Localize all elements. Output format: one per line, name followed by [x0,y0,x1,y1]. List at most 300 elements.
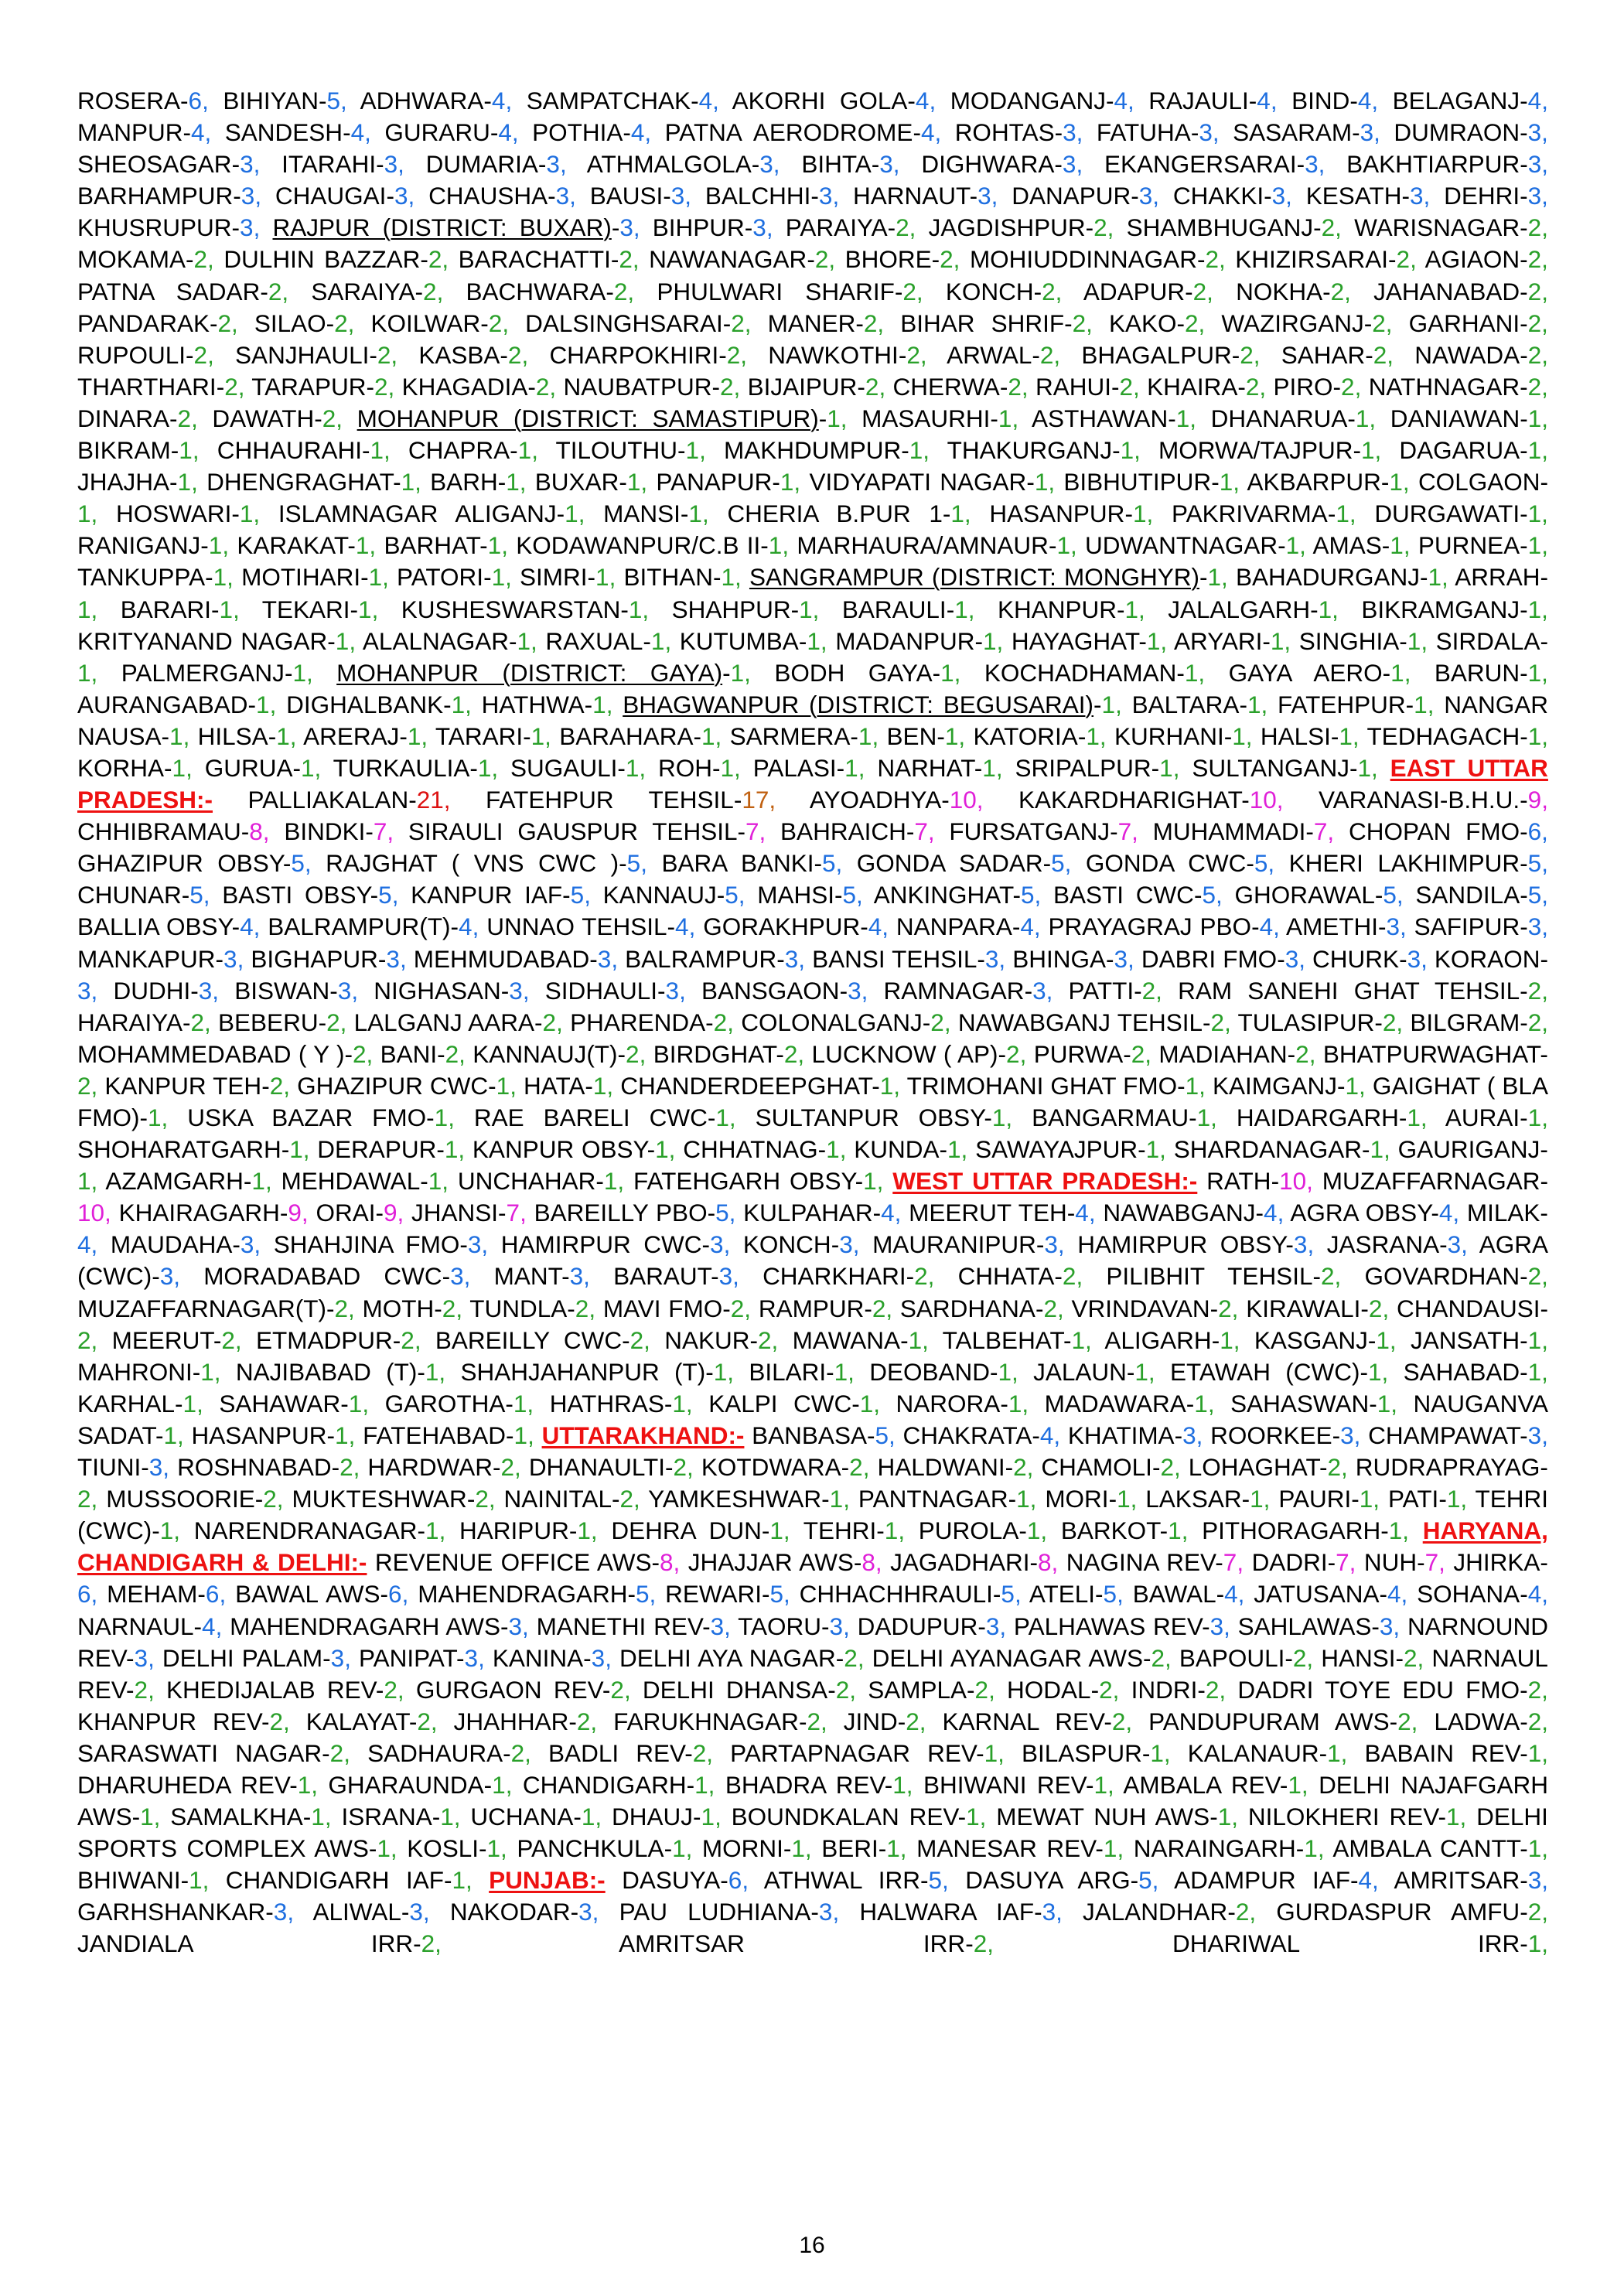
separator-dash: - [691,87,699,114]
separator-comma: , [1107,1770,1114,1799]
station-name: MADIAHAN [1158,1039,1288,1068]
station-value: 1 [183,1389,197,1418]
station-value: 2 [1205,1675,1220,1704]
station-name: PANIPAT [359,1643,457,1672]
separator-dash: - [855,309,864,337]
station-value: 1 [513,1389,527,1418]
station-value: 1 [966,1803,980,1831]
station-entry [1158,1040,1315,1068]
station-name: THARTHARI [77,372,217,401]
station-value: 5 [378,881,392,909]
station-value: 1 [487,531,502,560]
station-value: 1 [1407,1104,1421,1131]
station-entry [1276,1898,1548,1926]
station-entry [77,627,356,655]
separator-dash: - [1540,1167,1548,1196]
separator-dash: - [617,753,626,782]
separator-comma: , [1541,1866,1549,1895]
separator-dash: - [684,1738,693,1767]
station-value: 2 [1527,277,1542,305]
station-value: 3 [1386,913,1401,941]
separator-comma: , [1210,1104,1217,1131]
station-name: BARUN [1434,658,1520,687]
separator-dash: - [1353,436,1361,465]
separator-comma: , [387,817,394,846]
separator-dash: - [1438,1485,1447,1513]
separator-comma: , [1259,372,1267,401]
station-value: 1 [213,563,227,592]
station-entry [275,182,415,210]
separator-comma: , [304,849,312,878]
station-entry [281,1167,449,1195]
station-entry [170,1803,331,1830]
station-value: 3 [384,150,398,179]
station-name: BARAHARA [559,722,694,750]
station-name: PURWA [1033,1039,1124,1068]
station-name: BILASPUR [1022,1738,1142,1767]
station-name: KODAWANPUR/C.B II [516,531,761,560]
station-entry [1032,1104,1217,1131]
separator-comma: , [1033,913,1041,941]
separator-dash: - [169,404,178,432]
separator-comma: , [873,1389,881,1418]
station-name: HARIPUR [459,1516,569,1545]
station-name: JAGDISHPUR [928,213,1086,242]
station-name: PALHAWAS REV [1013,1612,1203,1640]
station-entry [306,1708,438,1735]
separator-comma: , [820,626,827,655]
separator-dash: - [620,595,629,623]
separator-comma: , [1053,340,1061,369]
station-value: 1 [491,563,506,592]
separator-comma: , [366,1039,374,1068]
station-value: 1 [159,1516,174,1545]
station-value: 1 [1376,1325,1390,1354]
station-name: SAHLAWAS [1237,1612,1372,1640]
station-name: BARHAT [384,531,480,560]
station-entry [375,1548,680,1576]
station-name: FATEHPUR TEHSIL [485,786,734,814]
station-name: SARAIYA [311,277,415,305]
separator-dash: - [677,436,686,465]
station-value: 1 [251,1167,265,1196]
station-name: GURARU [384,118,490,147]
separator-dash: - [619,468,627,496]
station-value: 1 [769,1516,783,1545]
station-entry [77,373,244,401]
station-name: NOKHA [1236,277,1323,305]
station-value: 1 [486,1834,501,1863]
separator-dash: - [627,1580,636,1609]
separator-comma: , [1134,436,1141,465]
separator-dash: - [205,563,213,592]
station-entry [297,1072,517,1100]
separator-dash: - [180,1866,189,1895]
station-value: 6 [205,1580,220,1609]
station-value: 1 [140,1803,154,1831]
separator-comma: , [1541,1738,1548,1767]
separator-comma: , [1371,753,1378,782]
separator-dash: - [483,87,492,114]
separator-comma: , [231,309,238,337]
separator-dash: - [1246,849,1254,878]
station-value: 1 [859,1389,874,1418]
station-value: 2 [1141,976,1156,1005]
separator-dash: - [480,309,489,337]
separator-dash: - [611,213,620,242]
separator-dash: - [992,1580,1001,1609]
station-name: KARHAL [77,1389,176,1418]
separator-comma: , [1261,690,1268,718]
separator-dash: - [155,1421,164,1449]
station-entry [1022,1739,1171,1767]
station-entry [756,1104,1013,1131]
separator-comma: , [1371,87,1379,114]
separator-dash: - [1322,277,1331,305]
station-entry [1032,404,1196,432]
station-entry [810,786,984,814]
separator-dash: - [241,817,250,846]
station-name: BOUNDKALAN REV [731,1803,958,1831]
separator-comma: , [1159,1135,1166,1164]
station-value: 1 [348,1389,363,1418]
separator-comma: , [1389,1325,1397,1354]
station-value: 3 [710,1612,725,1640]
station-name: DIGHWARA [921,150,1055,179]
station-value: 4 [1039,1421,1054,1449]
separator-comma: , [349,626,357,655]
separator-dash: - [1520,182,1528,210]
separator-comma: , [1273,913,1280,941]
station-entry [177,1453,360,1481]
station-name: ROORKEE [1210,1421,1332,1449]
station-entry [943,1326,1092,1354]
separator-comma: , [191,404,198,432]
separator-comma: , [1421,626,1428,655]
station-value: 3 [670,182,685,210]
separator-dash: - [1520,87,1528,114]
station-name: HAIDARGARH [1236,1104,1399,1131]
separator-dash: - [589,944,598,973]
station-entry [1299,627,1428,655]
station-entry [727,500,971,527]
station-entry [1109,309,1205,337]
station-value: 1 [1124,595,1139,623]
station-entry [1313,531,1411,559]
station-value: 7 [1313,817,1328,846]
station-entry [194,1516,446,1544]
station-value: 1 [219,595,234,623]
station-entry [374,977,529,1005]
separator-comma: , [1353,1421,1361,1449]
separator-dash: - [1439,1230,1448,1259]
station-name: SARASWATI NAGAR [77,1738,322,1767]
separator-dash: - [170,436,179,465]
separator-dash: - [1520,277,1528,305]
station-name: MANKAPUR [77,944,216,973]
station-entry [235,341,397,369]
separator-comma: , [727,1357,735,1386]
separator-comma: , [448,1104,455,1131]
separator-comma: , [843,1612,850,1640]
station-entry [537,1612,731,1640]
station-value: 1 [1008,1389,1022,1418]
separator-comma: , [840,404,848,432]
separator-comma: , [923,436,930,465]
station-name: MUZAFFARNAGAR(T) [77,1294,326,1322]
station-name: ORAI [316,1199,376,1227]
station-value: 5 [291,849,305,878]
station-entry [800,1580,1022,1608]
station-value: 2 [906,340,920,369]
separator-comma: , [203,881,210,909]
station-entry [469,1295,595,1322]
station-value: 3 [1062,150,1076,179]
separator-dash: - [722,1294,731,1322]
station-value: 1 [177,468,192,496]
separator-dash: - [392,1325,401,1354]
station-entry [664,1326,778,1354]
station-entry [77,213,260,241]
separator-comma: , [1349,1548,1356,1577]
separator-comma: , [927,1262,935,1291]
separator-dash: - [872,1199,882,1227]
separator-comma: , [1196,1421,1203,1449]
station-entry [1134,1834,1325,1862]
separator-comma: , [715,722,722,750]
station-entry [1170,1358,1388,1386]
station-name: MARHAURA/AMNAUR [797,531,1049,560]
station-entry [743,1230,860,1258]
station-value: 3 [1527,150,1542,179]
station-value: 2 [626,1039,640,1068]
station-entry [780,817,935,845]
separator-comma: , [623,1675,631,1704]
separator-dash: - [713,563,722,592]
separator-comma: , [875,1548,882,1577]
station-name: TARAPUR [251,372,367,401]
page-number: 16 [799,2233,825,2258]
station-name: CHHATA [957,1262,1055,1291]
station-name: JALAUN [1033,1357,1127,1386]
station-entry [701,977,868,1005]
station-value: 3 [386,944,400,973]
station-name: HATA [524,1071,585,1100]
station-value: 5 [635,1580,650,1609]
station-name: CHANDIGARH [522,1770,687,1799]
station-entry [1236,278,1351,305]
station-entry [77,1295,355,1322]
station-name: JHAHHAR [453,1707,569,1735]
separator-comma: , [212,976,220,1005]
station-name: PUROLA [918,1516,1019,1545]
separator-dash: - [1251,913,1260,941]
separator-dash: - [1520,404,1528,432]
station-entry [1247,468,1410,496]
separator-comma: , [858,753,865,782]
separator-dash: - [907,87,916,114]
separator-dash: - [197,1580,206,1609]
separator-dash: - [469,753,478,782]
station-value: 4 [1075,1199,1089,1227]
station-name: BAPOULI [1179,1643,1285,1672]
station-entry [384,118,518,146]
separator-comma: , [1127,87,1134,114]
separator-comma: , [237,372,245,401]
station-entry [474,1104,736,1131]
separator-comma: , [744,1294,752,1322]
station-entry [812,1040,1027,1068]
station-name: DHARIWAL IRR [1172,1929,1520,1958]
station-entry [893,373,1029,401]
station-name: PATNA SADAR [77,277,261,305]
station-value: 1 [577,1516,591,1545]
station-name: KANNAUJ [602,881,717,909]
station-entry [222,881,398,909]
separator-dash: - [1085,213,1094,242]
separator-comma: , [861,976,868,1005]
separator-dash: - [712,753,721,782]
station-name: BHADRA REV [725,1770,885,1799]
station-value: 1 [720,753,735,782]
station-value: 2 [1192,277,1207,305]
station-value: 1 [982,753,996,782]
separator-dash: - [1141,1738,1151,1767]
separator-comma: , [617,1167,625,1196]
separator-dash: - [814,849,823,878]
station-value: 2 [193,245,208,274]
separator-dash: - [497,468,507,496]
station-entry [166,1676,404,1704]
station-value: 9 [288,1199,302,1227]
separator-dash: - [1105,87,1114,114]
station-name: PATTI [1068,976,1134,1005]
separator-comma: , [1198,309,1206,337]
station-entry [203,1262,470,1290]
separator-dash: - [1000,1389,1008,1418]
station-entry [77,1771,318,1799]
separator-comma: , [1165,1643,1172,1672]
station-name: CHANDIGARH IAF [225,1866,444,1895]
station-entry [1390,404,1548,432]
separator-comma: , [253,213,261,242]
separator-comma: , [305,658,313,687]
station-entry [861,404,1018,432]
separator-dash: - [826,1357,834,1386]
station-name: CHERIA B.PUR 1 [727,500,943,528]
station-name: BELAGANJ [1392,87,1520,114]
station-value: 2 [1527,1675,1542,1704]
station-name: RAHUI [1035,372,1111,401]
station-value: 1 [1250,1485,1264,1513]
station-name: BHATPURWAGHAT [1322,1039,1540,1068]
station-name: KRITYANAND NAGAR [77,626,328,655]
separator-comma: , [1212,118,1220,147]
station-value: 2 [1240,340,1254,369]
separator-dash: - [957,1803,967,1831]
separator-dash: - [279,1199,288,1227]
station-entry [1368,1421,1548,1449]
station-name: ADAPUR [1083,277,1186,305]
separator-comma: , [348,1421,356,1449]
station-entry [460,1358,734,1386]
station-name: PANAPUR [656,468,773,496]
separator-comma: , [466,1866,473,1895]
separator-comma: , [472,913,479,941]
separator-dash: - [1540,1039,1548,1068]
station-value: 1 [440,1803,454,1831]
separator-dash: - [1520,1325,1528,1354]
station-value: 1 [77,500,91,528]
station-value: 4 [1527,1580,1542,1609]
station-entry [241,563,389,591]
separator-dash: - [506,1421,514,1449]
station-value: 3 [509,976,523,1005]
separator-comma: , [1172,753,1180,782]
separator-comma: , [1199,1071,1206,1100]
station-value: 3 [1527,1421,1542,1449]
separator-dash: - [1255,1199,1264,1227]
station-value: 2 [334,309,348,337]
separator-dash: - [231,213,241,242]
station-name: KHANPUR REV [77,1707,262,1735]
station-entry [1158,436,1381,464]
separator-dash: - [186,245,194,274]
station-name: AURAI [1445,1104,1520,1131]
station-entry [619,1929,994,1957]
separator-dash: - [408,1707,418,1735]
separator-comma: , [1107,213,1114,242]
station-value: 4 [202,1612,216,1640]
station-value: 2 [1131,1039,1145,1068]
station-entry [774,659,960,687]
separator-dash: - [1168,404,1176,432]
separator-comma: , [442,1167,449,1196]
separator-comma: , [527,1389,534,1418]
station-value: 2 [339,1453,353,1482]
station-name: ALIGARH [1104,1325,1212,1354]
separator-comma: , [510,1071,517,1100]
station-name: BILGRAM [1410,1008,1520,1036]
station-name: DULHIN BAZZAR [223,245,421,274]
separator-dash: - [350,595,359,623]
station-value: 1 [991,1104,1006,1131]
station-name: KHAGADIA [401,372,528,401]
station-value: 3 [273,1898,288,1926]
station-entry [418,1580,656,1608]
separator-comma: , [1046,976,1053,1005]
station-name: MEHMUDABAD [413,944,590,973]
station-value: 1 [829,1485,844,1513]
station-value: 2 [428,245,442,274]
separator-dash: - [1185,277,1193,305]
station-value: 6 [1527,817,1542,846]
station-entry [1248,1803,1466,1830]
region-heading [542,1421,745,1449]
separator-dash: - [1090,1675,1100,1704]
station-entry [653,213,773,241]
separator-dash: - [1134,976,1142,1005]
station-name: KHIZIRSARAI [1235,245,1389,274]
station-entry [874,881,1042,909]
station-entry [1012,182,1159,210]
station-value: 2 [1093,213,1107,242]
separator-dash: - [1095,1834,1104,1863]
separator-comma: , [443,786,451,814]
separator-dash: - [399,722,408,750]
separator-comma: , [90,595,98,623]
station-value: 2 [269,1707,284,1735]
